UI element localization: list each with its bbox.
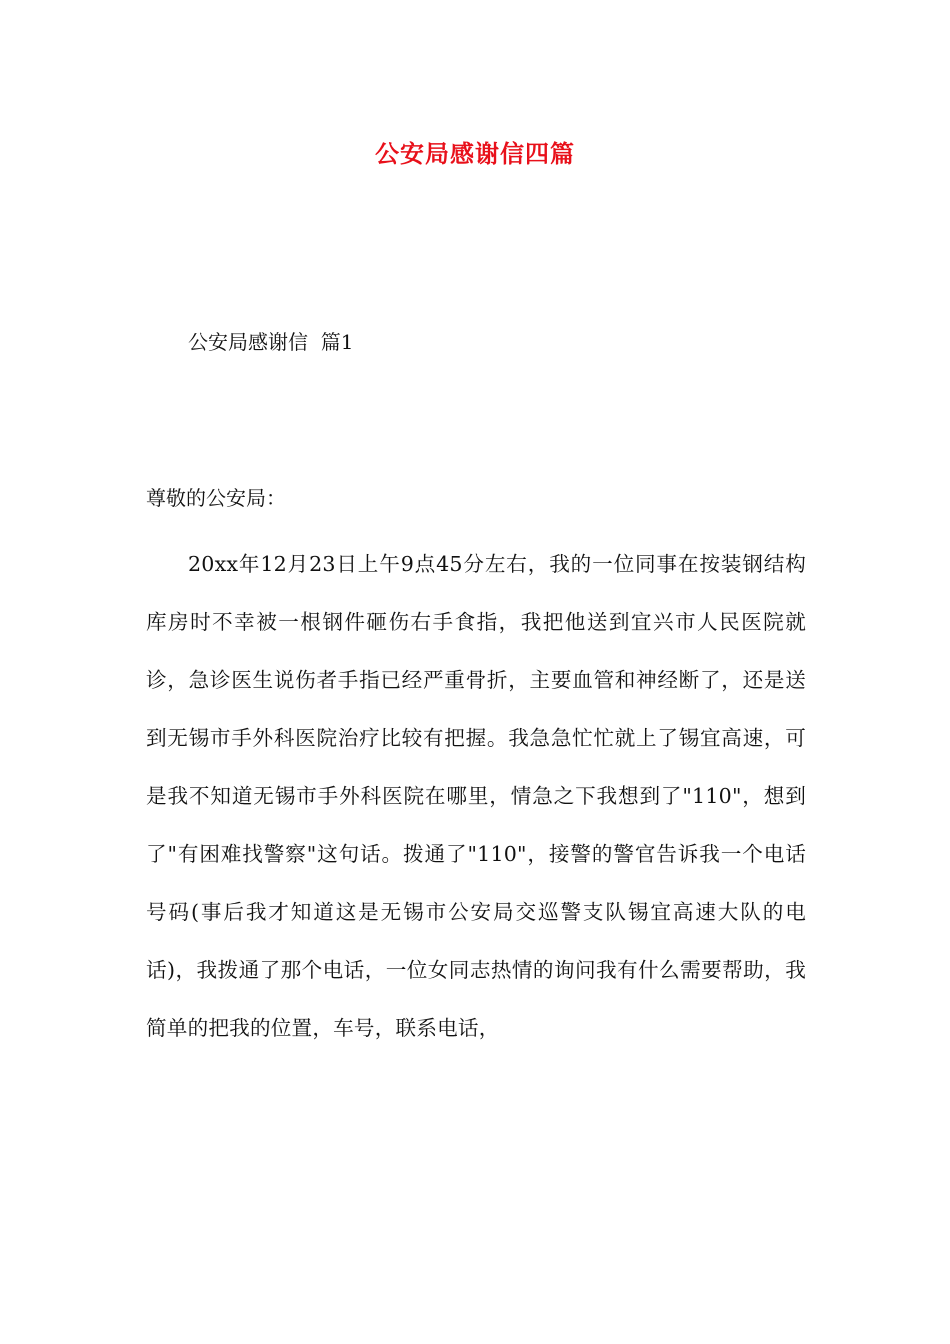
section-heading: 公安局感谢信 篇1 (188, 330, 354, 354)
document-title: 公安局感谢信四篇 (375, 140, 575, 168)
salutation: 尊敬的公安局： (146, 486, 286, 510)
body-paragraph: 20xx年12月23日上午9点45分左右，我的一位同事在按装钢结构库房时不幸被一根钢件砸伤右手食指，我把他送到宜兴市人民医院就诊，急诊医生说伤者手指已经严重骨折，主要血管和神经断了，还是送到无锡市手外科医院治疗比较有把握。我急急忙忙就上了锡宜高速，可是我不知道无锡市手外科医院在哪里，情急之下我想到了"110"，想到了"有困难找警察"这句话。拨通了"110"，接警的警官告诉我一个电话号码(事后我才知道这是无锡市公安局交巡警支队锡宜高速大队的电话)，我拨通了那个电话，一位女同志热情的询问我有什么需要帮助，我简单的把我的位置，车号，联系电话， (146, 552, 806, 1040)
